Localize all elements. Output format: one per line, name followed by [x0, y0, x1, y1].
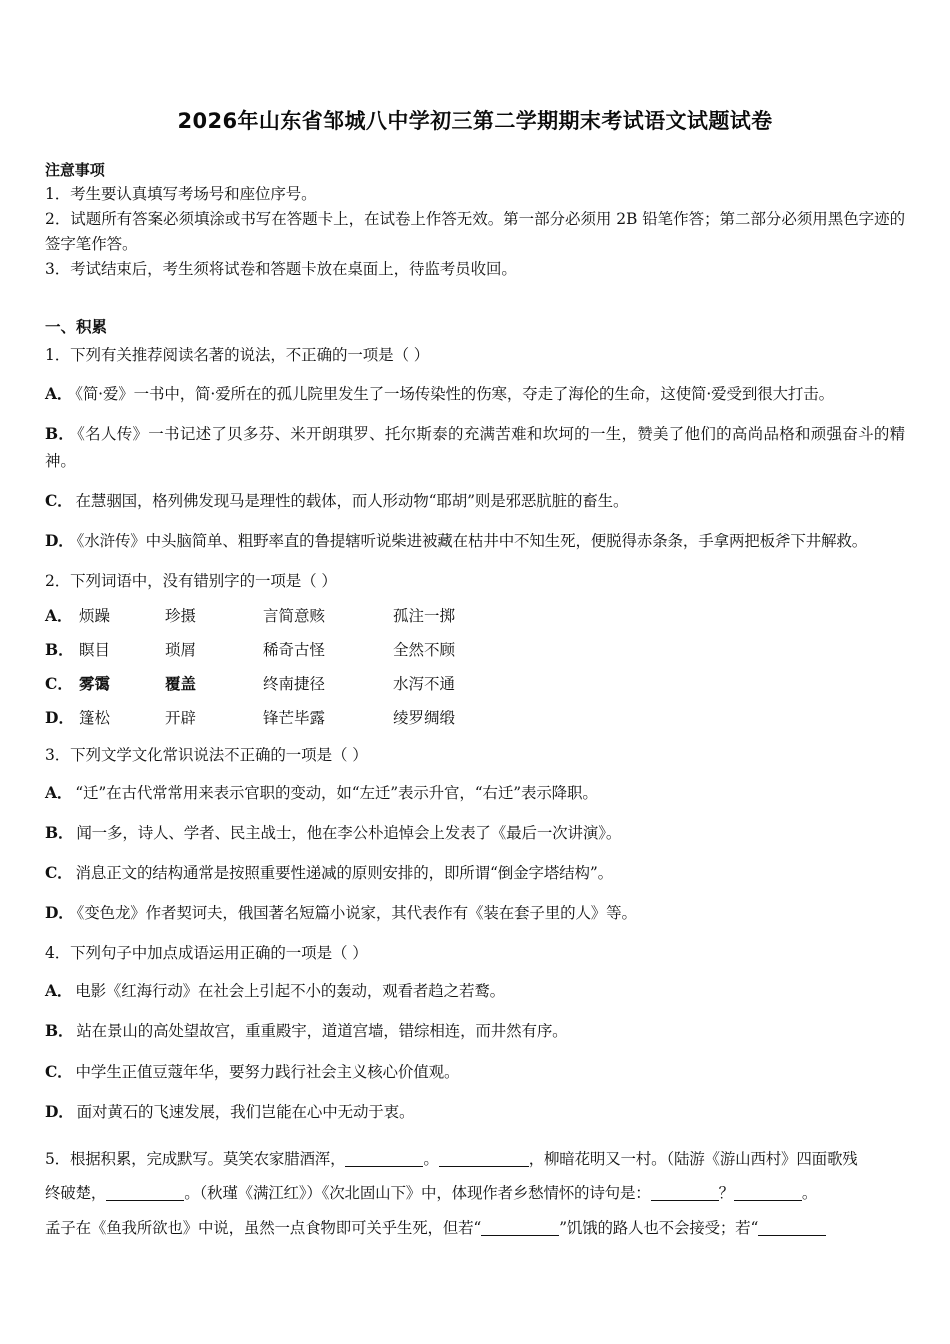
- question-2-option-d[interactable]: [45, 708, 905, 729]
- fill-blank-3[interactable]: [106, 1187, 184, 1201]
- option-text: 消息正文的结构通常是按照重要性递减的原则安排的，即所谓“倒金字塔结构”。: [75, 864, 613, 883]
- question-4-stem: 4．下列句子中加点成语运用正确的一项是（ ）: [45, 944, 368, 963]
- q5-text-2a: 终破楚，: [45, 1184, 107, 1203]
- option-word-4: 水泻不通: [393, 674, 456, 693]
- option-letter: D．: [45, 707, 74, 727]
- fill-blank-2[interactable]: [439, 1153, 529, 1167]
- fill-blank-6[interactable]: [481, 1222, 559, 1236]
- option-letter: C．: [45, 673, 73, 693]
- fill-blank-7[interactable]: [758, 1222, 826, 1236]
- option-letter: A．: [45, 383, 73, 403]
- option-letter: C．: [45, 490, 73, 510]
- q5-text-3a: 孟子在《鱼我所欲也》中说，虽然一点食物即可关乎生死，但若“: [45, 1218, 482, 1237]
- question-4-option-a[interactable]: [45, 977, 905, 1005]
- option-letter: B．: [45, 640, 74, 660]
- question-2-stem: 2．下列词语中，没有错别字的一项是（ ）: [45, 572, 337, 591]
- notice-block: [45, 158, 905, 283]
- question-5: [45, 1142, 905, 1245]
- notice-item-1: 1．考生要认真填写考场号和座位序号。: [45, 184, 317, 203]
- notice-item-2: 2．试题所有答案必须填涂或书写在答题卡上，在试卷上作答无效。第一部分必须用 2B 铅笔作答；第二部分必须用黑色字迹的签字笔作答。: [45, 209, 905, 254]
- option-text: “迁”在古代常常用来表示官职的变动，如“左迁”表示升官，“右迁”表示降职。: [75, 783, 598, 802]
- option-word-4: 全然不顾: [393, 641, 456, 660]
- q5-text-1b: 。: [423, 1149, 439, 1168]
- option-letter: B．: [45, 1021, 74, 1041]
- question-4-option-c[interactable]: [45, 1058, 905, 1086]
- option-letter: B．: [45, 822, 74, 842]
- option-letter: D．: [45, 903, 74, 923]
- fill-blank-4[interactable]: [651, 1187, 719, 1201]
- option-word-2: 琐屑: [165, 641, 197, 660]
- option-word-1: 烦躁: [79, 607, 111, 626]
- q5-text-1a: 5．根据积累，完成默写。莫笑农家腊酒浑，: [45, 1149, 346, 1168]
- question-3-option-b[interactable]: [45, 819, 905, 847]
- question-5-line-2: [45, 1176, 905, 1210]
- question-3-option-d[interactable]: [45, 899, 905, 927]
- option-word-2: 开辟: [165, 708, 197, 727]
- option-letter: A．: [45, 606, 73, 626]
- question-1-stem: 1．下列有关推荐阅读名著的说法，不正确的一项是（ ）: [45, 346, 430, 365]
- option-letter: A．: [45, 981, 73, 1001]
- question-5-line-1: [45, 1142, 905, 1176]
- option-word-3: 锋芒毕露: [263, 708, 326, 727]
- notice-item-3: 3．考试结束后，考生须将试卷和答题卡放在桌面上，待监考员收回。: [45, 260, 517, 279]
- q5-text-3b: ”饥饿的路人也不会接受；若“: [559, 1218, 759, 1237]
- option-text: 闻一多，诗人、学者、民主战士，他在李公朴追悼会上发表了《最后一次讲演》。: [76, 823, 622, 842]
- question-2-option-c[interactable]: [45, 674, 905, 695]
- question-1-option-d[interactable]: [45, 527, 905, 555]
- option-letter: C．: [45, 863, 73, 883]
- option-letter: A．: [45, 782, 73, 802]
- option-text: 《变色龙》作者契诃夫，俄国著名短篇小说家，其代表作有《装在套子里的人》等。: [76, 904, 637, 923]
- question-4-option-d[interactable]: [45, 1098, 905, 1126]
- option-word-1: 瞑目: [79, 641, 111, 660]
- option-letter: D．: [45, 1101, 74, 1121]
- question-2-option-b[interactable]: [45, 640, 905, 661]
- option-text: 中学生正值豆蔻年华，要努力践行社会主义核心价值观。: [75, 1062, 460, 1081]
- option-letter: D．: [45, 531, 74, 550]
- option-text: 《简·爱》一书中，简·爱所在的孤儿院里发生了一场传染性的伤寒，夺走了海伦的生命，这使简·爱受到很大打击。: [75, 384, 834, 403]
- option-text: 面对黄石的飞速发展，我们岂能在心中无动于衷。: [76, 1102, 415, 1121]
- option-letter: B．: [45, 423, 75, 443]
- option-word-3: 终南捷径: [263, 674, 326, 693]
- q5-text-2d: 。: [801, 1184, 818, 1203]
- option-text: 《名人传》一书记述了贝多芬、米开朗琪罗、托尔斯泰的充满苦难和坎坷的一生，赞美了他们的高尚品格和顽强奋斗的精神。: [45, 424, 905, 470]
- option-word-2: 珍摄: [165, 607, 197, 626]
- q5-text-2c: ？: [718, 1184, 734, 1203]
- fill-blank-1[interactable]: [345, 1153, 423, 1167]
- option-letter: C．: [45, 1061, 73, 1081]
- question-3-option-c[interactable]: [45, 859, 905, 887]
- option-word-4: 绫罗绸缎: [393, 708, 456, 727]
- question-5-line-3: [45, 1211, 905, 1245]
- question-1-option-a[interactable]: [45, 380, 905, 408]
- option-word-3: 言简意赅: [263, 607, 326, 626]
- question-3-stem: 3．下列文学文化常识说法不正确的一项是（ ）: [45, 745, 368, 764]
- option-text: 《水浒传》中头脑简单、粗野率直的鲁提辖听说柴进被藏在枯井中不知生死，便脱得赤条条，手拿两把板斧下井解救。: [76, 532, 868, 550]
- question-3-option-a[interactable]: [45, 779, 905, 807]
- question-1-option-c[interactable]: [45, 487, 905, 515]
- fill-blank-5[interactable]: [734, 1187, 802, 1201]
- option-word-1: 雾霭: [79, 673, 111, 693]
- question-4-option-b[interactable]: [45, 1017, 905, 1045]
- option-word-1: 篷松: [79, 708, 111, 727]
- question-2-option-a[interactable]: [45, 606, 905, 627]
- option-word-4: 孤注一掷: [393, 607, 456, 626]
- option-text: 在慧骃国，格列佛发现马是理性的载体，而人形动物“耶胡”则是邪恶肮脏的畜生。: [75, 491, 629, 510]
- question-1-option-b[interactable]: [45, 420, 905, 475]
- notice-heading: 注意事项: [45, 160, 105, 179]
- q5-text-2b: 。（秋瑾《满江红》）《次北固山下》中，体现作者乡愁情怀的诗句是：: [184, 1184, 651, 1203]
- option-word-3: 稀奇古怪: [263, 641, 326, 660]
- page-title: 2026年山东省邹城八中学初三第二学期期末考试语文试题试卷: [177, 109, 773, 133]
- section-heading-accumulation: 一、积累: [45, 318, 108, 337]
- q5-text-1c: ，柳暗花明又一村。（陆游《游山西村》四面歌残: [528, 1149, 858, 1168]
- option-text: 站在景山的高处望故宫，重重殿宇，道道宫墙，错综相连，而井然有序。: [76, 1022, 568, 1041]
- option-text: 电影《红海行动》在社会上引起不小的轰动，观看者趋之若鹜。: [75, 982, 506, 1001]
- option-word-2: 覆盖: [165, 673, 197, 693]
